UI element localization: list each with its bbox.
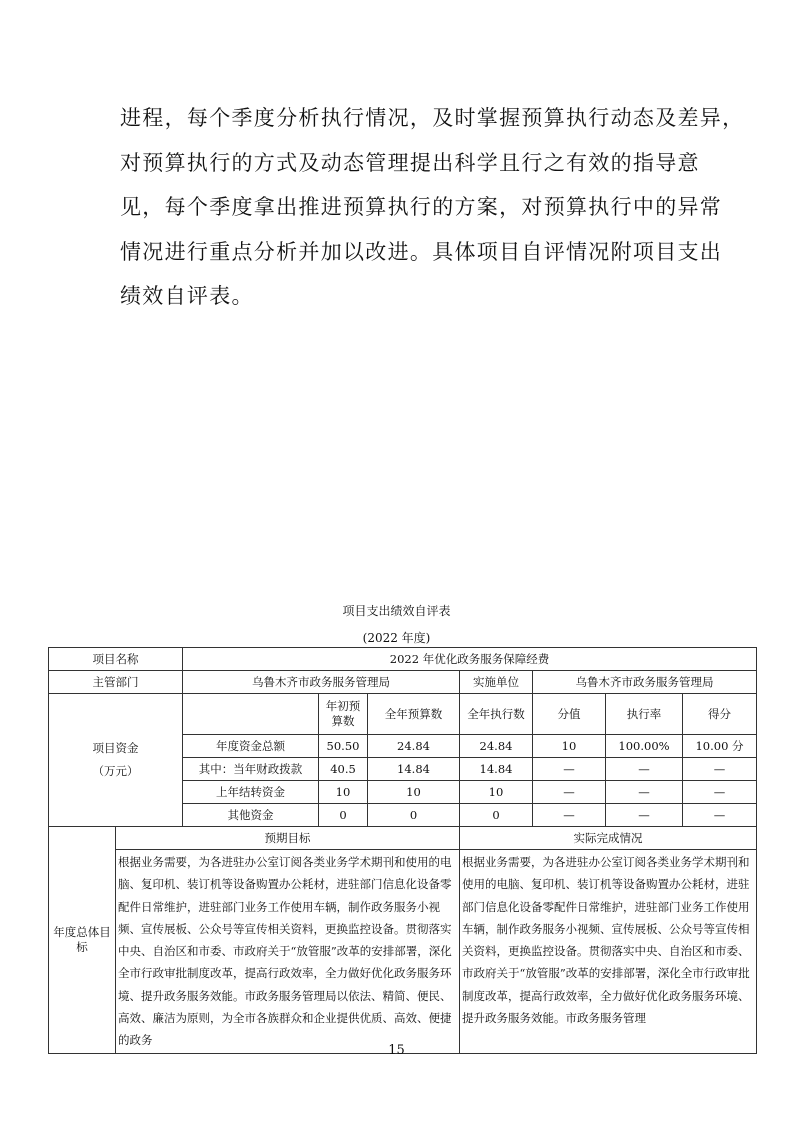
cell-score-value: — — [533, 758, 606, 781]
impl-label: 实施单位 — [460, 671, 533, 694]
row-label: 上年结转资金 — [183, 781, 319, 804]
body-paragraph — [120, 96, 745, 319]
actual-header: 实际完成情况 — [460, 827, 757, 850]
cell-score: — — [683, 758, 757, 781]
cell-annual: 14.84 — [368, 758, 460, 781]
row-label: 其他资金 — [183, 804, 319, 827]
table-title: 项目支出绩效自评表 — [342, 604, 451, 618]
cell-executed: 24.84 — [460, 735, 533, 758]
dept-value: 乌鲁木齐市政务服务管理局 — [183, 671, 460, 694]
goal-label: 年度总体目标 — [49, 827, 116, 1054]
cell-executed: 10 — [460, 781, 533, 804]
paragraph-line: 情况进行重点分析并加以改进。具体项目自评情况附项目支出 — [120, 239, 723, 264]
col-header: 执行率 — [606, 694, 683, 735]
cell-executed: 0 — [460, 804, 533, 827]
expected-goal-text: 根据业务需要，为各进驻办公室订阅各类业务学术期刊和使用的电脑、复印机、装订机等设备购置办公耗材，进驻部门信息化设备零配件日常维护，进驻部门业务工作使用车辆，制作政务服务小视频、宣传展板、公众号等宣传相关资料，更换监控设备。贯彻落实中央、自治区和市委、市政府关于“放管服”改革的安排部署，深化全市行政审批制度改革，提高行政效率，全力做好优化政务服务环境、提升政务服务效能。市政务服务管理局以依法、精简、便民、高效、廉洁为原则，为全市各族群众和企业提供优质、高效、便捷的政务 — [116, 850, 460, 1054]
actual-completion-text: 根据业务需要，为各进驻办公室订阅各类业务学术期刊和使用的电脑、复印机、装订机等设备购置办公耗材，进驻部门信息化设备零配件日常维护，进驻部门业务工作使用车辆，制作政务服务小视频、宣传展板、公众号等宣传相关资料，更换监控设备。贯彻落实中央、自治区和市委、市政府关于“放管服”改革的安排部署，深化全市行政审批制度改革，提高行政效率，全力做好优化政务服务环境、提升政务服务效能。市政务服务管理 — [460, 850, 757, 1054]
cell-initial: 40.5 — [319, 758, 368, 781]
col-header: 全年执行数 — [460, 694, 533, 735]
cell-annual: 0 — [368, 804, 460, 827]
cell-rate: 100.00% — [606, 735, 683, 758]
cell-score: — — [683, 804, 757, 827]
col-header: 全年预算数 — [368, 694, 460, 735]
cell-initial: 0 — [319, 804, 368, 827]
performance-table — [48, 647, 757, 1054]
paragraph-line: 绩效自评表。 — [120, 284, 254, 308]
funds-label: 项目资金 — [92, 741, 139, 755]
col-header: 分值 — [533, 694, 606, 735]
cell-score: — — [683, 781, 757, 804]
project-name-label: 项目名称 — [49, 648, 183, 671]
cell-annual: 24.84 — [368, 735, 460, 758]
row-label: 其中：当年财政拨款 — [183, 758, 319, 781]
cell-initial: 50.50 — [319, 735, 368, 758]
cell-score-value: — — [533, 804, 606, 827]
dept-label: 主管部门 — [49, 671, 183, 694]
funds-unit: （万元） — [92, 764, 139, 778]
paragraph-line: 见，每个季度拿出推进预算执行的方案，对预算执行中的异常 — [120, 195, 723, 219]
cell-annual: 10 — [368, 781, 460, 804]
cell-rate: — — [606, 758, 683, 781]
row-label: 年度资金总额 — [183, 735, 319, 758]
cell-executed: 14.84 — [460, 758, 533, 781]
impl-value: 乌鲁木齐市政务服务管理局 — [533, 671, 757, 694]
paragraph-line: 对预算执行的方式及动态管理提出科学且行之有效的指导意 — [120, 150, 700, 175]
cell-rate: — — [606, 781, 683, 804]
cell-score: 10.00 分 — [683, 735, 757, 758]
page-number: 15 — [388, 1043, 405, 1058]
cell-score-value: 10 — [533, 735, 606, 758]
paragraph-line: 进程，每个季度分析执行情况，及时掌握预算执行动态及差异， — [120, 106, 745, 130]
funds-label-cell — [49, 694, 183, 827]
blank-header-cell — [183, 694, 319, 735]
cell-initial: 10 — [319, 781, 368, 804]
col-header: 年初预算数 — [319, 694, 368, 735]
cell-rate: — — [606, 804, 683, 827]
col-header: 得分 — [683, 694, 757, 735]
expected-header: 预期目标 — [116, 827, 460, 850]
project-name: 2022 年优化政务服务保障经费 — [183, 648, 757, 671]
cell-score-value: — — [533, 781, 606, 804]
table-year: (2022 年度) — [362, 631, 431, 645]
